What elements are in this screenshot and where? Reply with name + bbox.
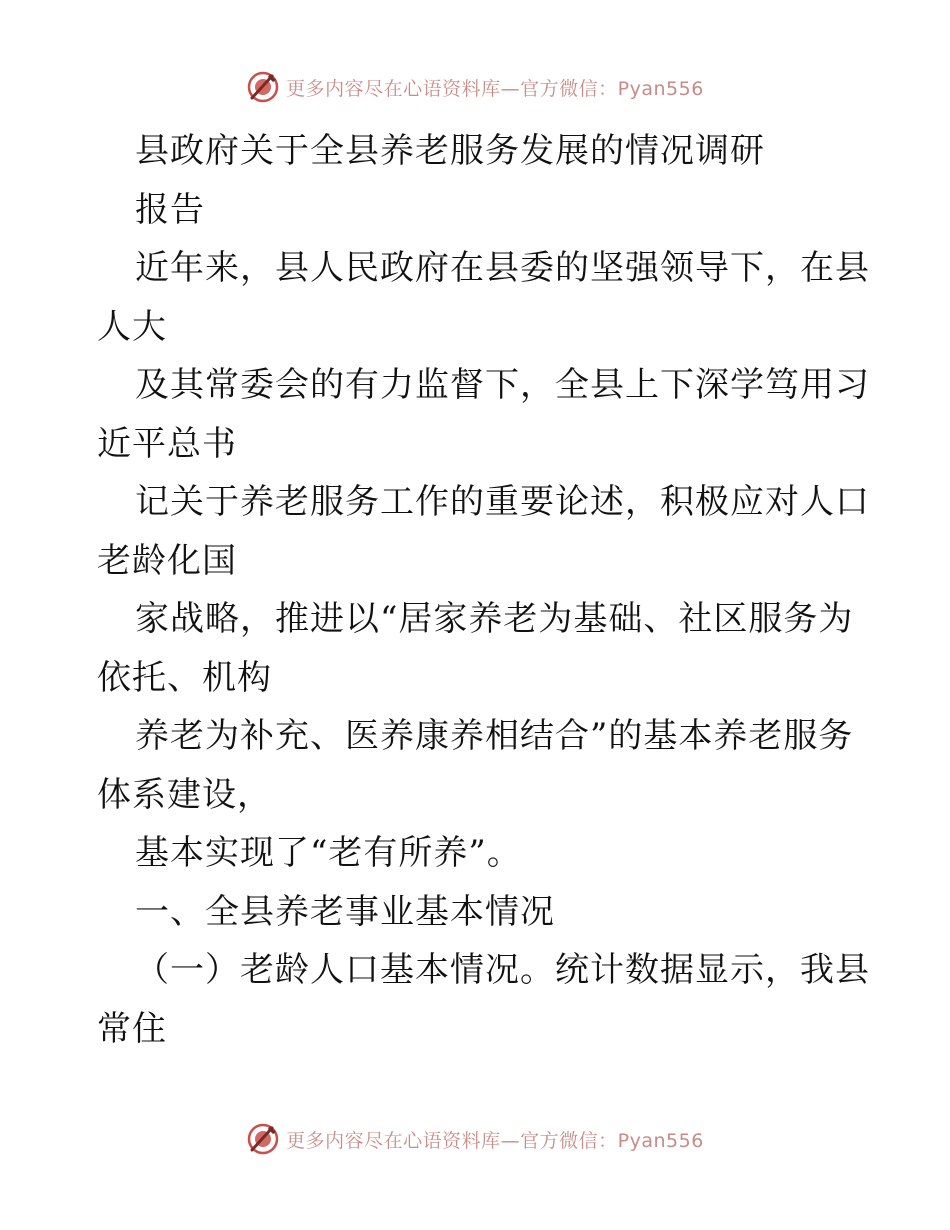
pen-seal-logo-icon	[246, 1122, 280, 1156]
footer-watermark	[0, 1122, 950, 1156]
paragraph-line: 依托、机构	[97, 657, 272, 698]
paragraph-line: 养老为补充、医养康养相结合”的基本养老服务	[135, 716, 854, 756]
paragraph-line: 基本实现了“老有所养”。	[135, 833, 522, 873]
paragraph-line: 近平总书	[97, 423, 237, 464]
paragraph-line: 近年来，县人民政府在县委的坚强领导下，在县	[135, 248, 870, 288]
paragraph-line: 记关于养老服务工作的重要论述，积极应对人口	[135, 482, 870, 522]
pen-seal-logo-icon	[246, 70, 280, 104]
paragraph-line: 体系建设，	[97, 774, 272, 815]
doc-title-line-1: 县政府关于全县养老服务发展的情况调研	[135, 131, 765, 171]
subsection-line: （一）老龄人口基本情况。统计数据显示，我县	[135, 950, 870, 990]
watermark-text: 更多内容尽在心语资料库—官方微信：Pyan556	[286, 1129, 704, 1152]
document-body	[97, 122, 870, 1058]
watermark-text: 更多内容尽在心语资料库—官方微信：Pyan556	[286, 77, 704, 100]
paragraph-line: 老龄化国	[97, 540, 237, 581]
paragraph-line: 家战略，推进以“居家养老为基础、社区服务为	[135, 599, 854, 639]
paragraph-line: 常住	[97, 1008, 167, 1049]
header-watermark	[0, 70, 950, 104]
paragraph-line: 人大	[97, 306, 167, 347]
doc-title-line-2: 报告	[135, 189, 205, 230]
section-heading: 一、全县养老事业基本情况	[135, 891, 555, 932]
paragraph-line: 及其常委会的有力监督下，全县上下深学笃用习	[135, 365, 870, 405]
